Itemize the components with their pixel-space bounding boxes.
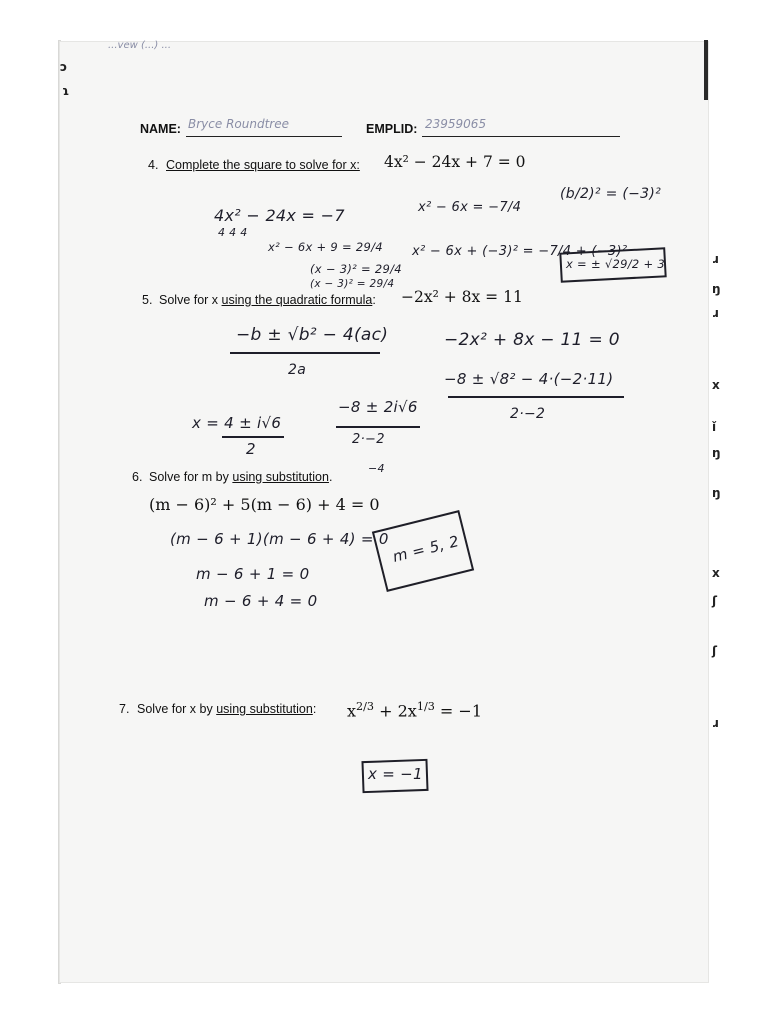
p5-mid-bar	[336, 426, 420, 428]
margin-mark: ŋ	[712, 282, 721, 296]
problem-5-number: 5.	[142, 293, 153, 307]
margin-mark: ɹ	[712, 716, 719, 730]
p5-mid-numerator: −8 ± 2i√6	[338, 398, 418, 416]
margin-mark: ɿ	[62, 84, 70, 98]
p5-formula-numerator: −b ± √b² − 4(ac)	[236, 325, 389, 345]
binder-edge	[704, 40, 708, 100]
problem-5-instruction: Solve for x using the quadratic formula:	[159, 293, 376, 307]
margin-mark: ŋ	[712, 446, 721, 460]
p5-standard-form: −2x² + 8x − 11 = 0	[444, 330, 620, 350]
p5-substitution-denominator: 2·−2	[510, 406, 546, 422]
p7-answer: x = −1	[368, 765, 423, 783]
p5-mid-denominator: 2·−2	[352, 432, 385, 447]
p6-factored: (m − 6 + 1)(m − 6 + 4) = 0	[170, 530, 389, 548]
problem-4-instruction: Complete the square to solve for x:	[166, 158, 360, 172]
margin-mark: ŋ	[712, 486, 721, 500]
margin-mark: x	[712, 566, 720, 580]
top-scrawl: ...vew (...) ...	[108, 40, 172, 51]
p6-factor-2: m − 6 + 4 = 0	[204, 592, 318, 610]
p4-work-line2: x² − 6x + 9 = 29/4	[268, 240, 383, 254]
problem-7-number: 7.	[119, 702, 130, 716]
emplid-value: 23959065	[425, 117, 487, 131]
emplid-underline	[422, 136, 620, 137]
margin-mark: ↄ	[60, 60, 68, 74]
problem-4-number: 4.	[148, 158, 159, 172]
problem-6-equation: (m − 6)² + 5(m − 6) + 4 = 0	[149, 495, 380, 514]
p4-work-line1: 4x² − 24x = −7	[214, 206, 345, 225]
p5-answer-numerator: x = 4 ± i√6	[192, 414, 282, 432]
p4-answer: x = ± √29/2 + 3	[566, 257, 665, 271]
p5-answer-denominator: 2	[246, 440, 256, 458]
problem-5-equation: −2x² + 8x = 11	[401, 288, 523, 306]
p5-mid-below: −4	[368, 462, 385, 475]
name-label: NAME:	[140, 122, 181, 136]
p4-work-mid1: x² − 6x = −7/4	[418, 200, 522, 215]
p4-work-line1-den: 4 4 4	[218, 226, 248, 239]
problem-4-equation: 4x² − 24x + 7 = 0	[384, 153, 526, 171]
margin-mark: ʃ	[712, 644, 717, 658]
problem-7-equation: $x^{2/3} + 2x^{1/3} = -1$	[347, 700, 483, 721]
p4-work-line4: (x − 3)² = 29/4	[310, 278, 395, 290]
name-value: Bryce Roundtree	[188, 117, 289, 131]
p5-substitution-numerator: −8 ± √8² − 4·(−2·11)	[444, 370, 614, 388]
problem-6-instruction: Solve for m by using substitution.	[149, 470, 333, 484]
p4-work-mid2: x² − 6x + (−3)² = −7/4 + (−3)²	[412, 244, 628, 259]
margin-mark: x	[712, 378, 720, 392]
p6-answer: m = 5, 2	[390, 532, 461, 566]
p5-answer-bar	[222, 436, 284, 438]
p5-substitution-bar	[448, 396, 624, 398]
margin-mark: ɹ	[712, 252, 719, 266]
p5-formula-denominator: 2a	[288, 362, 307, 378]
margin-mark: ɹ	[712, 306, 719, 320]
emplid-label: EMPLID:	[366, 122, 418, 136]
margin-mark: ǐ	[712, 420, 717, 434]
p4-work-line3: (x − 3)² = 29/4	[310, 262, 402, 276]
p5-formula-bar	[230, 352, 380, 354]
problem-6-number: 6.	[132, 470, 143, 484]
p6-factor-1: m − 6 + 1 = 0	[196, 565, 310, 583]
p4-work-right1: (b/2)² = (−3)²	[560, 186, 662, 202]
margin-mark: ʃ	[712, 594, 717, 608]
name-underline	[186, 136, 342, 137]
problem-7-instruction: Solve for x by using substitution:	[137, 702, 317, 716]
